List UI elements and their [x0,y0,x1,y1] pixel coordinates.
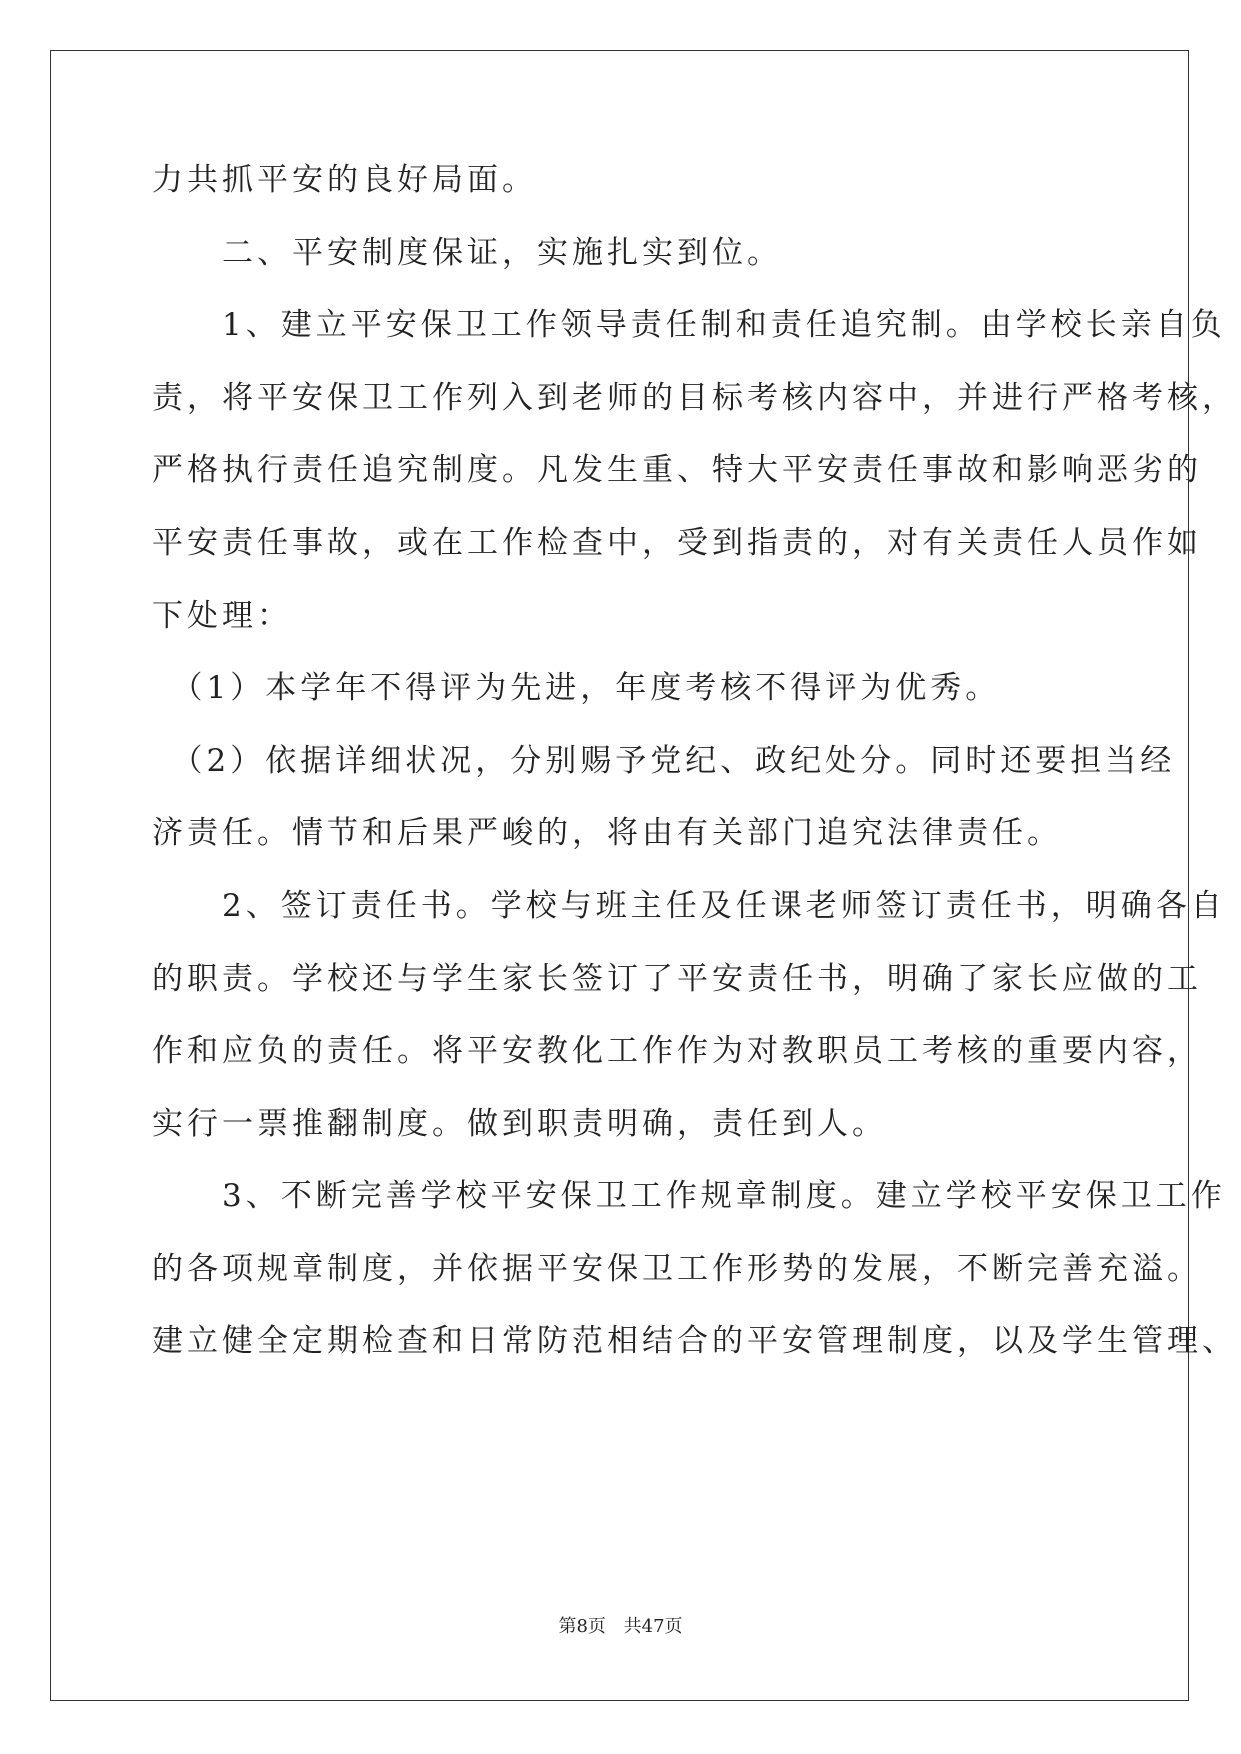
text-line: 2、签订责任书。学校与班主任及任课老师签订责任书，明确各自 [152,888,1226,924]
text-line: 1、建立平安保卫工作领导责任制和责任追究制。由学校长亲自负 [152,307,1226,343]
text-line: 的各项规章制度，并依据平安保卫工作形势的发展，不断完善充溢。 [152,1251,1202,1287]
text-line: 严格执行责任追究制度。凡发生重、特大平安责任事故和影响恶劣的 [152,452,1202,488]
page-number: 第8页 [558,1616,606,1637]
text-line: 力共抓平安的良好局面。 [152,162,537,198]
text-line: 的职责。学校还与学生家长签订了平安责任书，明确了家长应做的工 [152,961,1202,997]
text-line: 济责任。情节和后果严峻的，将由有关部门追究法律责任。 [152,815,1062,851]
page-footer [0,1612,1241,1638]
text-line: 下处理： [152,598,292,634]
text-line: 责，将平安保卫工作列入到老师的目标考核内容中，并进行严格考核， [152,380,1237,416]
page-border [50,50,1189,1701]
text-line: 作和应负的责任。将平安教化工作作为对教职员工考核的重要内容， [152,1033,1202,1069]
page-total: 共47页 [623,1616,683,1637]
text-line: （1）本学年不得评为先进，年度考核不得评为优秀。 [152,670,1001,706]
text-line: 实行一票推翻制度。做到职责明确，责任到人。 [152,1106,887,1142]
text-line: 二、平安制度保证，实施扎实到位。 [152,235,782,271]
text-line: 建立健全定期检查和日常防范相结合的平安管理制度，以及学生管理、 [152,1323,1237,1359]
text-line: 平安责任事故，或在工作检查中，受到指责的，对有关责任人员作如 [152,525,1202,561]
text-line: 3、不断完善学校平安保卫工作规章制度。建立学校平安保卫工作 [152,1178,1226,1214]
text-line: （2）依据详细状况，分别赐予党纪、政纪处分。同时还要担当经 [152,743,1176,779]
